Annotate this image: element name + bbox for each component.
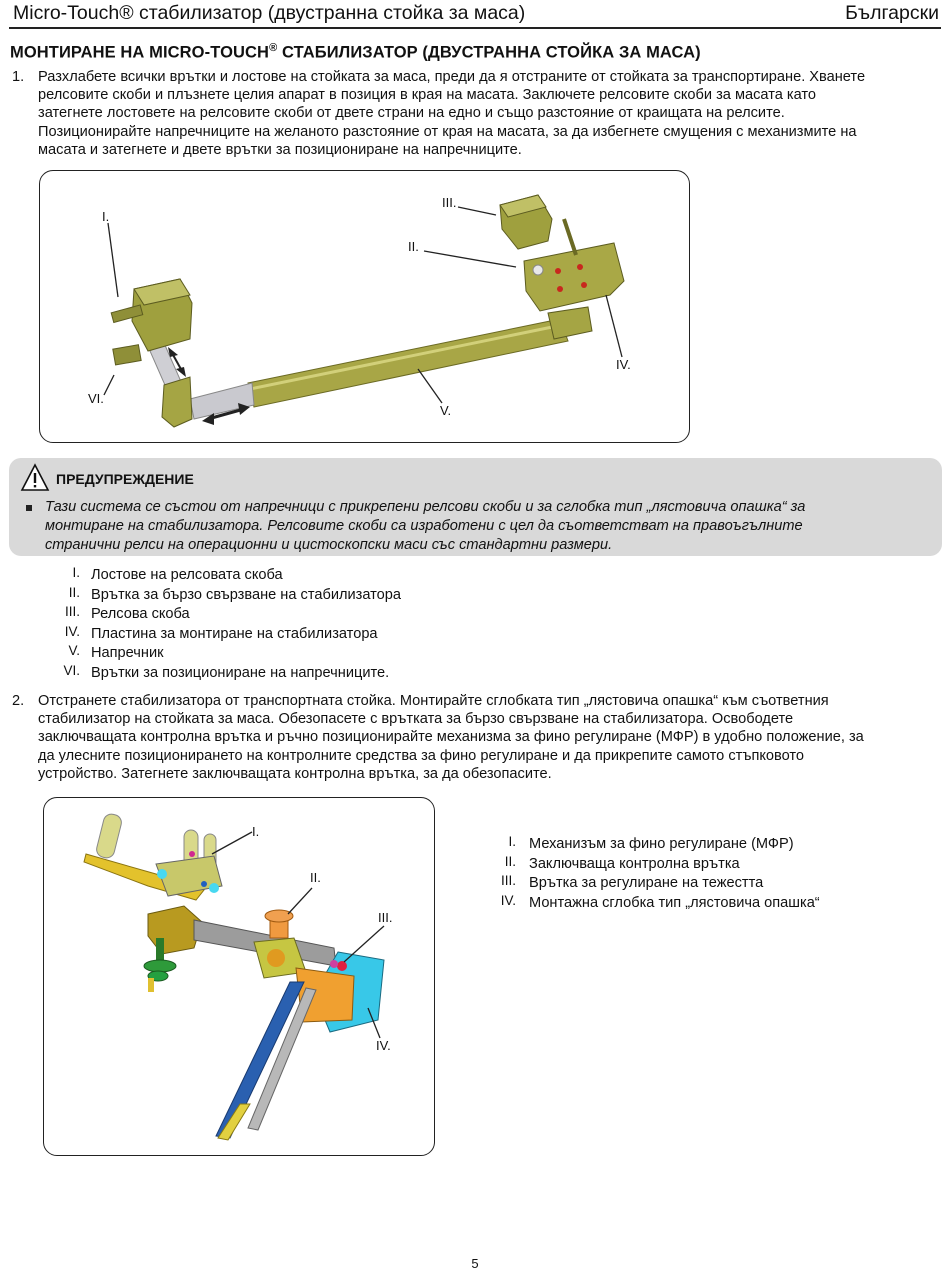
callout-iii: III.: [378, 910, 393, 925]
warning-text: [45, 498, 925, 555]
document-title: Micro-Touch® стабилизатор (двустранна стойка за маса): [13, 2, 526, 24]
warning-line: странични релси на операционни и цистоскопски маси със стандартни размери.: [45, 537, 613, 553]
callout-i: I.: [102, 209, 110, 224]
step-text: [38, 692, 864, 783]
step-line: стабилизатор на стойката за маса. Обезопасете с врътката за бързо свързване на стабилизатора. Освободете: [38, 711, 794, 728]
step-line: Разхлабете всички врътки и лостове на стойката за маса, преди да я отстраните от стойката за транспортиране. Хванете: [38, 69, 866, 85]
section-title: МОНТИРАНЕ НА MICRO-TOUCH® СТАБИЛИЗАТОР (ДВУСТРАННА СТОЙКА ЗА МАСА): [10, 42, 701, 62]
page-number: 5: [471, 1256, 479, 1271]
figure-stabilizer-assembly: [43, 797, 435, 1156]
step-line: заключващата контролна врътка и ръчно позиционирайте механизма за фино регулиране (МФР) в удобно положение, за: [38, 729, 864, 746]
stabilizer-assembly-illustration: [44, 798, 434, 1155]
figure-table-mount: [39, 170, 690, 443]
step-line: Позиционирайте напречниците на желаното разстояние от края на масата, за да избегнете смущения с механизмите на: [38, 123, 857, 140]
legend-figure-2: [448, 836, 868, 914]
step-line: устройство. Затегнете заключващата контролна врътка, за да обезопасите.: [38, 765, 552, 782]
step-line: масата и затегнете и двете врътки за позициониране на напречниците.: [38, 141, 522, 158]
step-line: затегнете лостовете на релсовите скоби от двете страни на едно и също разстояние от краищата на релсите.: [38, 105, 785, 122]
callout-ii: II.: [310, 870, 321, 885]
warning-line: Тази система се състои от напречници с прикрепени релсови скоби и за сглобка тип „лястовича опашка“ за: [45, 499, 806, 515]
legend-item: I. Механизъм за фино регулиране (МФР): [508, 834, 794, 852]
step-line: да улесните позиционирането на контролните средства за фино регулиране и да прикрепите самото стъпковото: [38, 747, 805, 764]
legend-item: III. Релсова скоба: [64, 604, 190, 623]
table-mount-illustration: [40, 171, 689, 442]
legend-item: III. Врътка за регулиране на тежестта: [500, 873, 764, 892]
callout-i: I.: [252, 824, 260, 839]
step-number: 2.: [12, 693, 25, 709]
legend-item: V. Напречник: [68, 643, 164, 662]
bullet-icon: [26, 505, 32, 511]
step-number: 1.: [12, 69, 25, 85]
callout-ii: II.: [408, 239, 419, 254]
step-line: релсовите скоби и плъзнете целия апарат в позиция в края на масата. Заключете релсовите скоби за масата като: [38, 87, 817, 104]
warning-box: [9, 458, 942, 556]
legend-figure-1: [10, 567, 510, 685]
warning-line: монтиране на стабилизатора. Релсовите скоби са изработени с цел да съответстват на правоъгълните: [45, 518, 803, 534]
callout-iv: IV.: [616, 357, 631, 372]
legend-item: I. Лостове на релсовата скоба: [72, 565, 283, 583]
callout-iii: III.: [442, 195, 457, 210]
legend-item: II. Заключваща контролна врътка: [504, 853, 740, 872]
legend-item: VI. Врътки за позициониране на напречниците.: [63, 662, 390, 681]
legend-item: IV. Пластина за монтиране на стабилизатора: [64, 623, 378, 642]
legend-item: IV. Монтажна сглобка тип „лястовича опашка“: [500, 892, 820, 911]
callout-v: V.: [440, 403, 452, 418]
legend-item: II. Врътка за бързо свързване на стабилизатора: [68, 584, 402, 603]
step-line: Отстранете стабилизатора от транспортната стойка. Монтирайте сглобката тип „лястовича опашка“ към съответния: [38, 693, 829, 709]
page-header: [9, 0, 941, 29]
callout-vi: VI.: [88, 391, 104, 406]
language-label: Български: [845, 2, 939, 24]
step-text: [38, 68, 865, 159]
callout-iv: IV.: [376, 1038, 391, 1053]
warning-triangle-icon: [20, 463, 50, 493]
warning-title: ПРЕДУПРЕЖДЕНИЕ: [56, 471, 194, 487]
